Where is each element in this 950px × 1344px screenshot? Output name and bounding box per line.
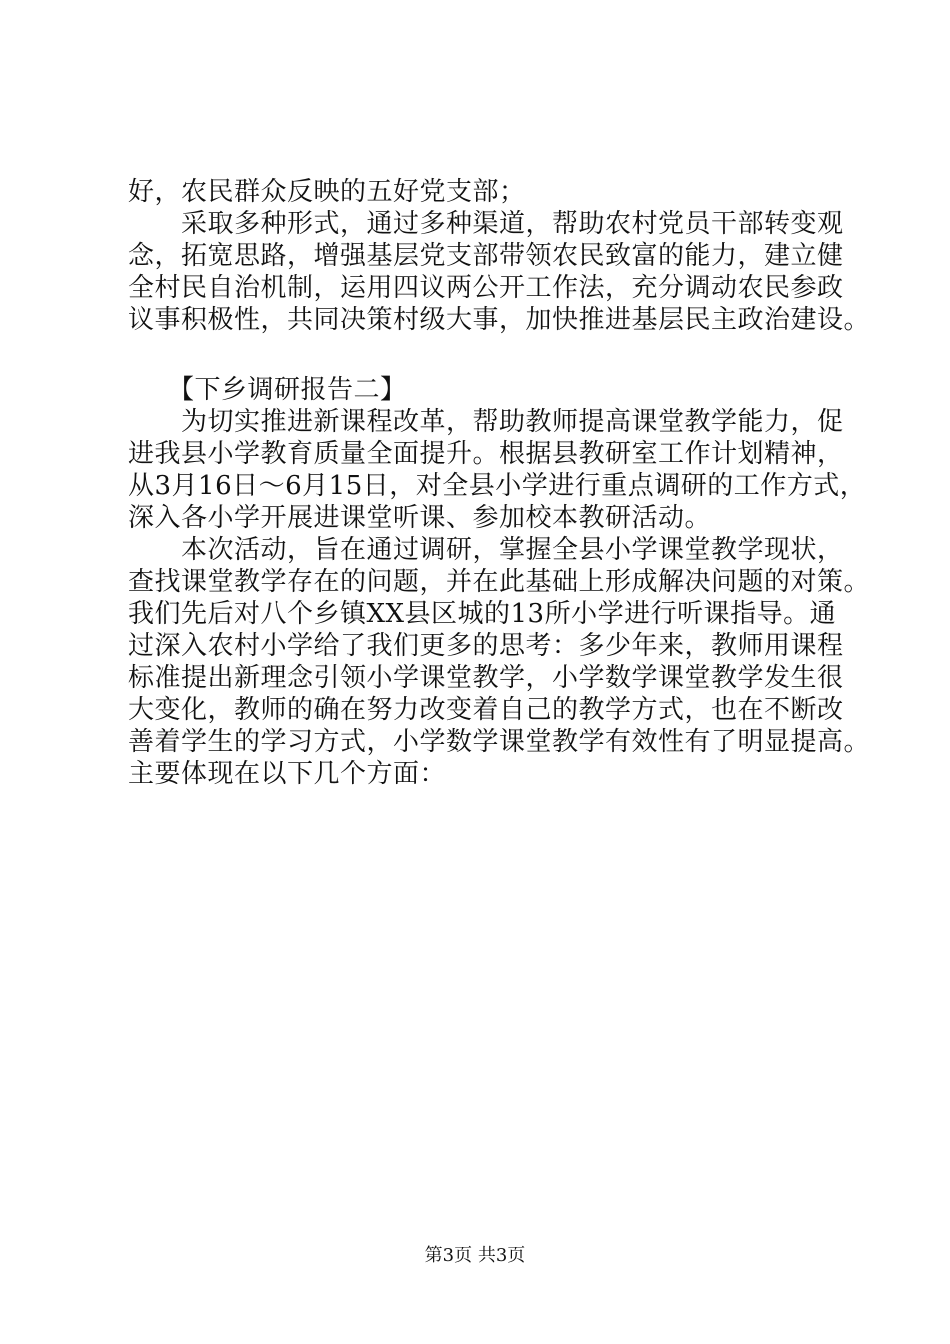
text-line: 深入各小学开展进课堂听课、参加校本教研活动。: [128, 503, 712, 533]
text-line: 大变化，教师的确在努力改变着自己的教学方式，也在不断改: [128, 695, 844, 725]
text-line: 本次活动，旨在通过调研，掌握全县小学课堂教学现状，: [128, 535, 844, 565]
text-line: 我们先后对八个乡镇XX县区城的13所小学进行听课指导。通: [128, 599, 837, 629]
text-line: 议事积极性，共同决策村级大事，加快推进基层民主政治建设。: [128, 305, 871, 335]
paragraph-spacer: [128, 336, 848, 374]
text-line: 善着学生的学习方式，小学数学课堂教学有效性有了明显提高。: [128, 727, 871, 757]
document-body: [128, 176, 871, 790]
section-heading: 【下乡调研报告二】: [128, 375, 407, 405]
text-line: 过深入农村小学给了我们更多的思考：多少年来，教师用课程: [128, 631, 844, 661]
text-line: 好，农民群众反映的五好党支部；: [128, 177, 526, 207]
paragraph-block-2: [128, 374, 871, 790]
text-line: 采取多种形式，通过多种渠道，帮助农村党员干部转变观: [128, 209, 844, 239]
paragraph-block-1: [128, 176, 871, 336]
text-line: 主要体现在以下几个方面：: [128, 759, 447, 789]
text-line: 查找课堂教学存在的问题，并在此基础上形成解决问题的对策。: [128, 567, 871, 597]
text-line: 念，拓宽思路，增强基层党支部带领农民致富的能力，建立健: [128, 241, 844, 271]
text-line: 标准提出新理念引领小学课堂教学，小学数学课堂教学发生很: [128, 663, 844, 693]
text-line: 为切实推进新课程改革，帮助教师提高课堂教学能力，促: [128, 407, 844, 437]
text-line: 从3月16日～6月15日，对全县小学进行重点调研的工作方式，: [128, 471, 867, 501]
page-footer: [0, 1244, 950, 1268]
text-line: 进我县小学教育质量全面提升。根据县教研室工作计划精神，: [128, 439, 844, 469]
page-number-label: 第3页 共3页: [424, 1245, 526, 1266]
text-line: 全村民自治机制，运用四议两公开工作法，充分调动农民参政: [128, 273, 844, 303]
